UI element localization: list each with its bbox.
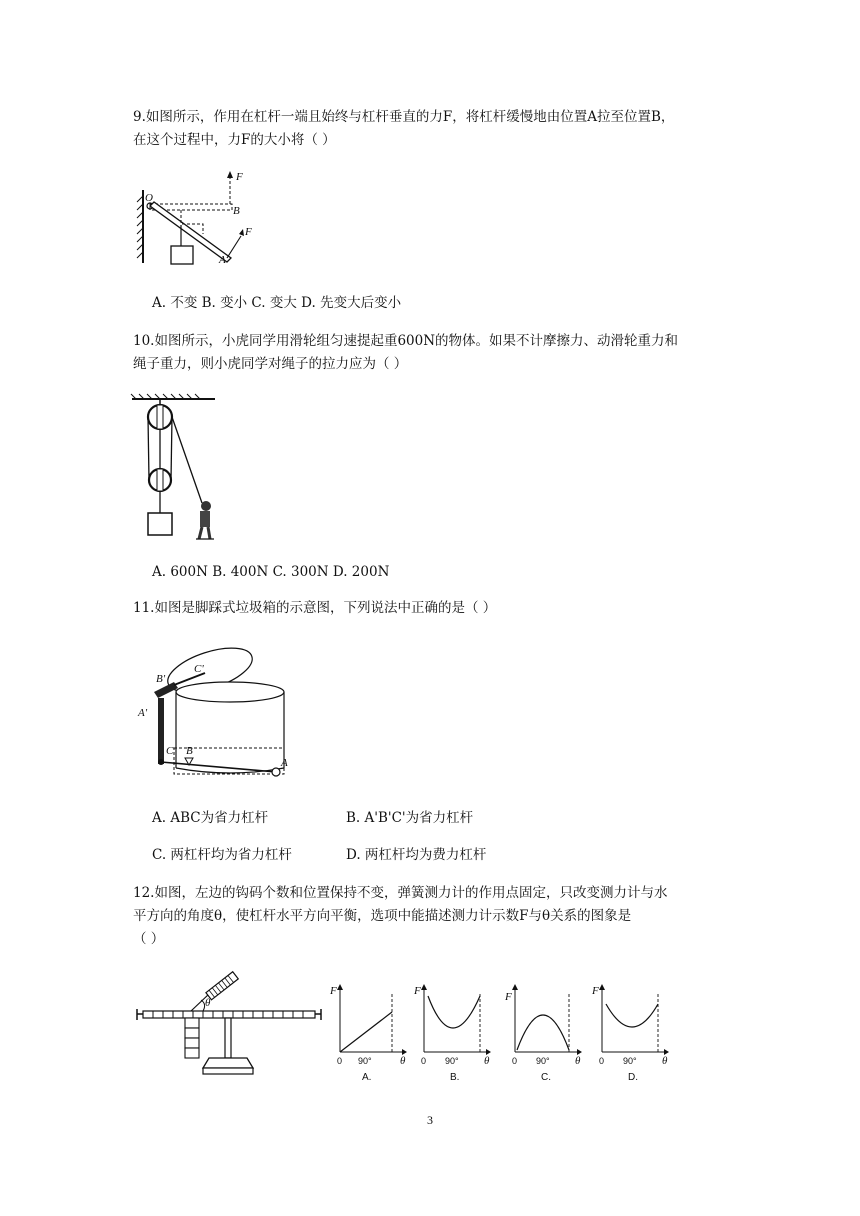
q11-trashcan-figure — [130, 640, 290, 785]
graph-d-90: 90° — [623, 1056, 637, 1066]
label-O: O — [145, 192, 153, 204]
label-C: C — [166, 745, 174, 757]
q12-graph-d — [590, 980, 670, 1085]
q12-graph-a — [328, 980, 408, 1085]
q10-pulley-figure — [130, 393, 220, 543]
graph-d-theta: θ — [662, 1055, 668, 1067]
label-F1: F — [236, 171, 243, 183]
label-B: B — [186, 745, 193, 757]
q11-option-a: A. ABC为省力杠杆 — [152, 810, 269, 826]
graph-b-zero: 0 — [421, 1056, 427, 1066]
graph-c-90: 90° — [536, 1056, 550, 1066]
graph-b-F: F — [414, 985, 421, 997]
label-A: A — [219, 254, 226, 266]
graph-d-zero: 0 — [599, 1056, 605, 1066]
q10-line1: 10.如图所示，小虎同学用滑轮组匀速提起重600N的物体。如果不计摩擦力、动滑轮重力和 — [133, 333, 679, 349]
graph-c-caption: C. — [541, 1072, 551, 1083]
label-A: A — [281, 757, 288, 769]
label-Cp: C' — [194, 663, 204, 675]
label-theta: θ — [205, 997, 211, 1009]
page-number: 3 — [427, 1113, 433, 1127]
graph-c-zero: 0 — [512, 1056, 518, 1066]
q11-option-d: D. 两杠杆均为费力杠杆 — [346, 847, 487, 863]
q12-graph-b — [412, 980, 492, 1085]
q10-line2: 绳子重力，则小虎同学对绳子的拉力应为（ ） — [133, 356, 408, 372]
label-Bp: B' — [156, 673, 166, 685]
graph-c-F: F — [505, 991, 512, 1003]
graph-b-90: 90° — [445, 1056, 459, 1066]
graph-a-zero: 0 — [337, 1056, 343, 1066]
q11-line1: 11.如图是脚踩式垃圾箱的示意图，下列说法中正确的是（ ） — [133, 600, 497, 616]
graph-d-caption: D. — [628, 1072, 638, 1083]
graph-a-theta: θ — [400, 1055, 406, 1067]
q11-option-c: C. 两杠杆均为省力杠杆 — [152, 847, 292, 863]
graph-a-90: 90° — [358, 1056, 372, 1066]
graph-c-theta: θ — [575, 1055, 581, 1067]
graph-a-caption: A. — [362, 1072, 372, 1083]
label-B: B — [233, 205, 240, 217]
q11-option-b: B. A'B'C'为省力杠杆 — [346, 810, 474, 826]
graph-b-theta: θ — [484, 1055, 490, 1067]
q12-graph-c — [503, 980, 583, 1085]
label-F2: F — [245, 226, 252, 238]
q12-lever-apparatus — [133, 970, 323, 1085]
graph-d-F: F — [592, 985, 599, 997]
q9-lever-figure — [133, 168, 258, 273]
q9-line2: 在这个过程中，力F的大小将（ ） — [133, 132, 336, 148]
graph-b-caption: B. — [450, 1072, 460, 1083]
q12-line2: 平方向的角度θ，使杠杆水平方向平衡，选项中能描述测力计示数F与θ关系的图象是 — [133, 908, 632, 924]
q12-line3: （ ） — [133, 931, 165, 947]
q9-line1: 9.如图所示，作用在杠杆一端且始终与杠杆垂直的力F，将杠杆缓慢地由位置A拉至位置B， — [133, 109, 675, 125]
label-Ap: A' — [138, 707, 148, 719]
q10-options: A. 600N B. 400N C. 300N D. 200N — [152, 564, 390, 580]
q9-options: A. 不变 B. 变小 C. 变大 D. 先变大后变小 — [152, 295, 402, 311]
q12-line1: 12.如图，左边的钩码个数和位置保持不变，弹簧测力计的作用点固定，只改变测力计与水 — [133, 885, 668, 901]
graph-a-F: F — [330, 985, 337, 997]
